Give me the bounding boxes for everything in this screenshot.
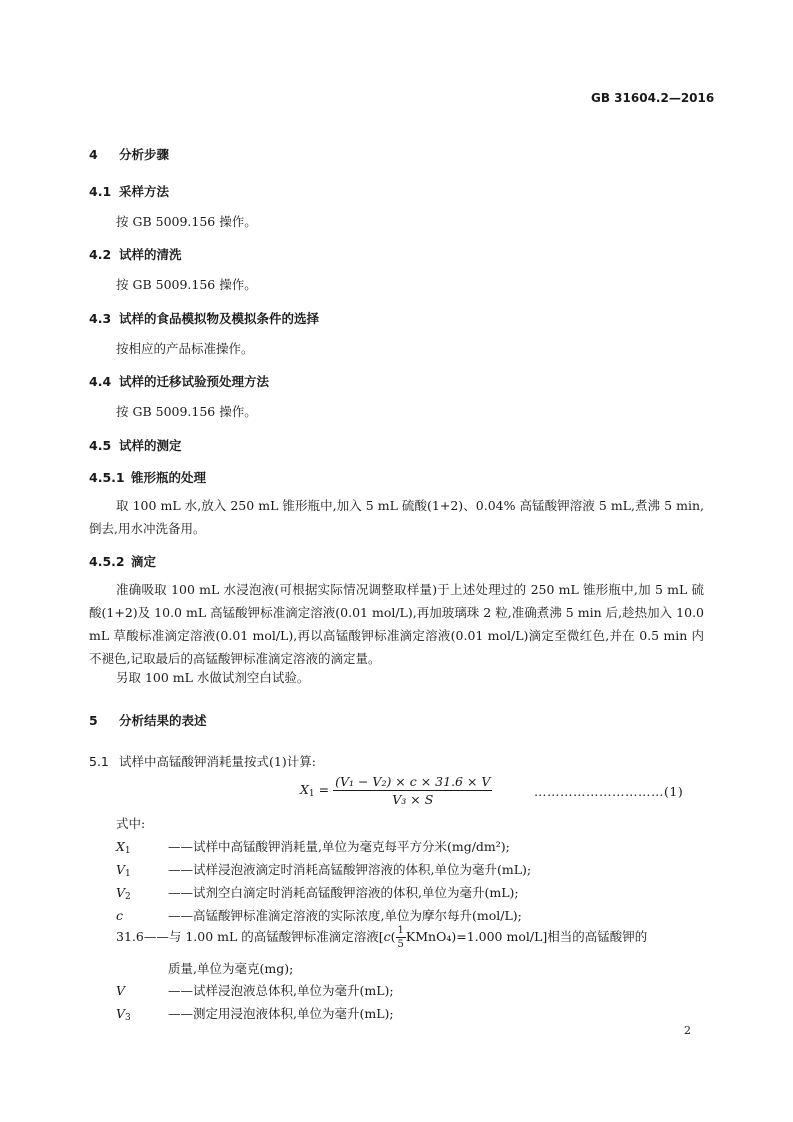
- section-4-5-1-heading: [89, 468, 206, 486]
- standard-number: GB 31604.2—2016: [591, 91, 715, 105]
- section-title: 试样的迁移试验预处理方法: [119, 374, 270, 389]
- where-c-symbol: c: [383, 929, 391, 944]
- section-title: 锥形瓶的处理: [131, 470, 207, 485]
- section-number: 4: [89, 147, 98, 162]
- section-number: 4.5.1: [89, 470, 125, 485]
- section-number: 4.5: [89, 438, 112, 453]
- where-symbol-sub: 1: [124, 846, 131, 856]
- page-number: 2: [684, 1024, 691, 1037]
- section-4-1-heading: [89, 182, 169, 200]
- formula-denominator: V₃ × S: [392, 792, 434, 807]
- where-item: [116, 837, 510, 856]
- where-item: [116, 860, 531, 879]
- equation-number: …………………………(1): [534, 784, 684, 799]
- formula: [300, 774, 492, 807]
- where-symbol: V: [116, 983, 126, 998]
- formula-lhs: X: [300, 782, 309, 797]
- section-4-2-heading: [89, 245, 182, 263]
- where-symbol: 31.6: [116, 929, 144, 944]
- section-5-1-line: [89, 752, 316, 770]
- section-title: 采样方法: [119, 184, 170, 199]
- where-symbol: V: [116, 885, 126, 900]
- formula-fraction: [333, 774, 492, 807]
- where-symbol-sub: 1: [125, 869, 131, 879]
- fraction-top: 1: [397, 925, 404, 936]
- section-4-4-heading: [89, 372, 269, 390]
- section-4-3-heading: [89, 309, 319, 327]
- where-description: ——测定用浸泡液体积,单位为毫升(mL);: [168, 1006, 394, 1021]
- section-4-4-body: 按 GB 5009.156 操作。: [116, 404, 257, 419]
- fraction-bottom: 5: [397, 939, 404, 950]
- where-item-31-6: [116, 922, 647, 952]
- where-item-31-6-continued: 质量,单位为毫克(mg);: [168, 961, 294, 976]
- section-number: 4.2: [89, 247, 112, 262]
- where-symbol: X: [116, 839, 125, 854]
- where-description: ——试样浸泡液滴定时消耗高锰酸钾溶液的体积,单位为毫升(mL);: [168, 862, 532, 877]
- section-4-5-1-body: 取 100 mL 水,放入 250 mL 锥形瓶中,加入 5 mL 硫酸(1+2)、0.04% 高锰酸钾溶液 5 mL,煮沸 5 min,倒去,用水冲洗备用。: [89, 498, 704, 536]
- where-symbol: c: [116, 908, 124, 923]
- where-item: [116, 1004, 394, 1023]
- section-number: 5.1: [89, 754, 109, 769]
- formula-numerator: (V₁ − V₂) × c × 31.6 × V: [335, 774, 491, 789]
- section-number: 4.1: [89, 184, 112, 199]
- formula-lhs-sub: 1: [308, 789, 315, 799]
- section-5-heading: [89, 711, 207, 729]
- where-item: [116, 981, 394, 1000]
- where-description: ——试样浸泡液总体积,单位为毫升(mL);: [168, 983, 394, 998]
- where-description: ——试样中高锰酸钾消耗量,单位为毫克每平方分米(mg/dm²);: [168, 839, 510, 854]
- section-title: 试样的测定: [119, 438, 182, 453]
- where-symbol: V: [116, 1006, 126, 1021]
- section-number: 4.3: [89, 311, 112, 326]
- where-symbol: V: [116, 862, 126, 877]
- section-4-5-heading: [89, 436, 182, 454]
- section-title: 试样的清洗: [119, 247, 182, 262]
- section-4-2-body: 按 GB 5009.156 操作。: [116, 277, 257, 292]
- section-4-5-2-blank-test: 另取 100 mL 水做试剂空白试验。: [116, 670, 310, 685]
- section-5-1-intro: 试样中高锰酸钾消耗量按式(1)计算:: [119, 754, 316, 769]
- open-paren: (: [390, 929, 396, 944]
- section-4-5-2-body: 准确吸取 100 mL 水浸泡液(可根据实际情况调整取样量)于上述处理过的 250 mL 锥形瓶中,加 5 mL 硫酸(1+2)及 10.0 mL 高锰酸钾标准滴定溶液(0.01 mol/L),再加玻璃珠 2 粒,准确煮沸 5 min 后,趁热加入 10.0 mL 草酸标准滴定溶液(0.01 mol/L),再以高锰酸钾标准滴定溶液(0.01 mol/L)滴定至微红色,并在 0.5 min 内不褪色,记取最后的高锰酸钾标准滴定溶液的滴定量。: [89, 582, 704, 666]
- section-title: 滴定: [131, 554, 157, 569]
- where-item: [116, 883, 519, 902]
- where-description-b: KMnO₄)=1.000 mol/L]相当的高锰酸钾的: [405, 929, 648, 944]
- where-label: 式中:: [116, 816, 146, 831]
- section-4-5-2-heading: [89, 552, 156, 570]
- equals-sign: =: [318, 782, 334, 797]
- where-description: ——试剂空白滴定时消耗高锰酸钾溶液的体积,单位为毫升(mL);: [168, 885, 519, 900]
- section-number: 4.4: [89, 374, 112, 389]
- fraction-one-fifth: [396, 925, 406, 950]
- section-4-3-body: 按相应的产品标准操作。: [116, 341, 254, 356]
- section-number: 5: [89, 713, 98, 728]
- where-symbol-sub: 3: [125, 1013, 131, 1023]
- where-description: ——高锰酸钾标准滴定溶液的实际浓度,单位为摩尔每升(mol/L);: [168, 908, 522, 923]
- section-4-heading: [89, 145, 169, 163]
- section-4-1-body: 按 GB 5009.156 操作。: [116, 214, 257, 229]
- where-description-a: ——与 1.00 mL 的高锰酸钾标准滴定溶液[: [143, 929, 384, 944]
- section-title: 分析步骤: [119, 147, 170, 162]
- where-symbol-sub: 2: [125, 892, 131, 902]
- section-number: 4.5.2: [89, 554, 125, 569]
- section-title: 试样的食品模拟物及模拟条件的选择: [119, 311, 320, 326]
- section-title: 分析结果的表述: [119, 713, 207, 728]
